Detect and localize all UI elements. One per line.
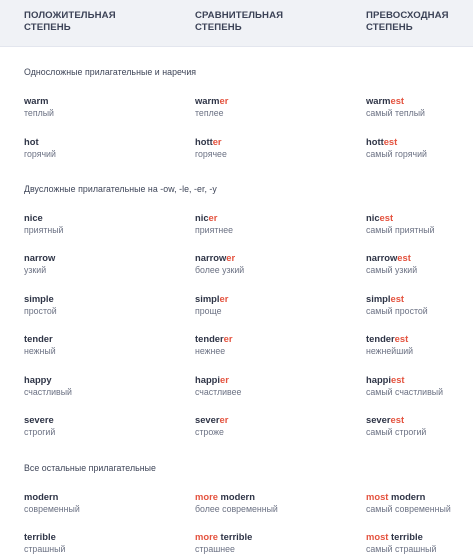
positive-translation: горячий: [24, 149, 56, 159]
comparative-cell: [195, 136, 360, 160]
word-base: happi: [195, 374, 220, 385]
word-base: simpl: [195, 293, 220, 304]
positive-translation: строгий: [24, 427, 56, 437]
positive-cell: [24, 212, 189, 236]
word-base: happi: [366, 374, 391, 385]
comparative-word: [195, 374, 360, 386]
suffix-highlight: est: [383, 136, 398, 147]
positive-cell: [24, 95, 189, 119]
superlative-word: [366, 374, 473, 386]
comparative-cell: [195, 212, 360, 236]
comparative-cell: [195, 252, 360, 276]
positive-word: nice: [24, 212, 43, 223]
positive-cell: [24, 531, 189, 555]
prefix-highlight: most: [366, 531, 389, 542]
comparative-translation: счастливее: [195, 387, 242, 397]
superlative-word: [366, 333, 473, 345]
prefix-highlight: more: [195, 491, 218, 502]
superlative-word: [366, 531, 473, 543]
prefix-highlight: more: [195, 531, 218, 542]
comparative-translation: более узкий: [195, 265, 245, 275]
comparative-translation: строже: [195, 427, 224, 437]
comparative-cell: [195, 293, 360, 317]
word-base: tender: [195, 333, 224, 344]
comparative-word: [195, 95, 360, 107]
comparative-cell: [195, 491, 360, 515]
superlative-cell: [366, 252, 473, 276]
comparative-word: [195, 212, 360, 224]
header-positive: ПОЛОЖИТЕЛЬНАЯ СТЕПЕНЬ: [24, 10, 116, 33]
comparative-translation: горячее: [195, 149, 227, 159]
superlative-translation: самый страшный: [366, 544, 437, 554]
positive-translation: нежный: [24, 346, 56, 356]
suffix-highlight: er: [220, 374, 229, 385]
superlative-cell: [366, 531, 473, 555]
positive-word: happy: [24, 374, 52, 385]
superlative-cell: [366, 491, 473, 515]
comparative-translation: проще: [195, 306, 222, 316]
positive-translation: узкий: [24, 265, 47, 275]
suffix-highlight: er: [208, 212, 218, 223]
superlative-word: [366, 414, 473, 426]
word-base: hott: [195, 136, 213, 147]
superlative-word: [366, 95, 473, 107]
comparative-word: [195, 252, 360, 264]
positive-translation: простой: [24, 306, 57, 316]
superlative-word: [366, 136, 473, 148]
positive-translation: теплый: [24, 108, 54, 118]
word-base: narrow: [195, 252, 227, 263]
superlative-translation: самый горячий: [366, 149, 427, 159]
positive-translation: страшный: [24, 544, 66, 554]
positive-cell: [24, 252, 189, 276]
comparative-translation: нежнее: [195, 346, 226, 356]
suffix-highlight: er: [223, 333, 233, 344]
word-base: modern: [217, 491, 255, 502]
positive-cell: [24, 374, 189, 398]
superlative-cell: [366, 136, 473, 160]
word-base: hott: [366, 136, 384, 147]
positive-word: tender: [24, 333, 53, 344]
word-base: terrible: [217, 531, 253, 542]
superlative-cell: [366, 333, 473, 357]
suffix-highlight: er: [219, 293, 229, 304]
comparative-word: [195, 531, 360, 543]
superlative-translation: самый узкий: [366, 265, 418, 275]
positive-word: warm: [24, 95, 49, 106]
comparative-cell: [195, 414, 360, 438]
superlative-word: [366, 252, 473, 264]
superlative-word: [366, 293, 473, 305]
comparative-word: [195, 414, 360, 426]
superlative-translation: нежнейший: [366, 346, 414, 356]
positive-cell: [24, 136, 189, 160]
section-title: Двусложные прилагательные на -ow, -le, -er, -y: [24, 184, 217, 194]
word-base: sever: [195, 414, 220, 425]
word-base: warm: [366, 95, 391, 106]
positive-word: terrible: [24, 531, 56, 542]
suffix-highlight: est: [390, 293, 405, 304]
section-title: Все остальные прилагательные: [24, 463, 156, 473]
word-base: narrow: [366, 252, 398, 263]
suffix-highlight: er: [226, 252, 236, 263]
superlative-cell: [366, 414, 473, 438]
comparative-word: [195, 136, 360, 148]
word-base: warm: [195, 95, 220, 106]
word-base: tender: [366, 333, 395, 344]
superlative-translation: самый счастливый: [366, 387, 443, 397]
word-base: nic: [195, 212, 209, 223]
header-superlative: ПРЕВОСХОДНАЯ СТЕПЕНЬ: [366, 10, 449, 33]
comparative-cell: [195, 531, 360, 555]
superlative-cell: [366, 293, 473, 317]
comparative-translation: приятнее: [195, 225, 234, 235]
superlative-translation: самый приятный: [366, 225, 435, 235]
suffix-highlight: est: [390, 95, 405, 106]
positive-translation: счастливый: [24, 387, 72, 397]
superlative-translation: самый современный: [366, 504, 451, 514]
section-title: Односложные прилагательные и наречия: [24, 67, 197, 77]
positive-translation: приятный: [24, 225, 64, 235]
positive-word: hot: [24, 136, 39, 147]
superlative-cell: [366, 95, 473, 119]
superlative-translation: самый теплый: [366, 108, 425, 118]
word-base: simpl: [366, 293, 391, 304]
word-base: nic: [366, 212, 380, 223]
suffix-highlight: est: [397, 252, 411, 263]
positive-word: severe: [24, 414, 54, 425]
positive-translation: современный: [24, 504, 80, 514]
superlative-translation: самый простой: [366, 306, 428, 316]
suffix-highlight: er: [219, 414, 229, 425]
word-base: sever: [366, 414, 391, 425]
comparative-translation: теплее: [195, 108, 224, 118]
prefix-highlight: most: [366, 491, 389, 502]
suffix-highlight: er: [219, 95, 229, 106]
comparative-cell: [195, 374, 360, 398]
superlative-word: [366, 491, 473, 503]
positive-word: modern: [24, 491, 59, 502]
comparative-translation: страшнее: [195, 544, 235, 554]
superlative-cell: [366, 374, 473, 398]
comparative-word: [195, 333, 360, 345]
positive-cell: [24, 293, 189, 317]
positive-cell: [24, 414, 189, 438]
positive-cell: [24, 491, 189, 515]
superlative-cell: [366, 212, 473, 236]
suffix-highlight: est: [391, 374, 405, 385]
comparative-cell: [195, 333, 360, 357]
positive-word: simple: [24, 293, 54, 304]
table-header: [0, 0, 473, 47]
comparative-cell: [195, 95, 360, 119]
suffix-highlight: est: [390, 414, 405, 425]
comparative-word: [195, 491, 360, 503]
suffix-highlight: est: [379, 212, 394, 223]
suffix-highlight: er: [212, 136, 222, 147]
superlative-word: [366, 212, 473, 224]
superlative-translation: самый строгий: [366, 427, 427, 437]
comparative-word: [195, 293, 360, 305]
word-base: terrible: [388, 531, 423, 542]
suffix-highlight: est: [394, 333, 409, 344]
comparative-translation: более современный: [195, 504, 278, 514]
header-comparative: СРАВНИТЕЛЬНАЯ СТЕПЕНЬ: [195, 10, 284, 33]
positive-cell: [24, 333, 189, 357]
positive-word: narrow: [24, 252, 56, 263]
word-base: modern: [388, 491, 426, 502]
